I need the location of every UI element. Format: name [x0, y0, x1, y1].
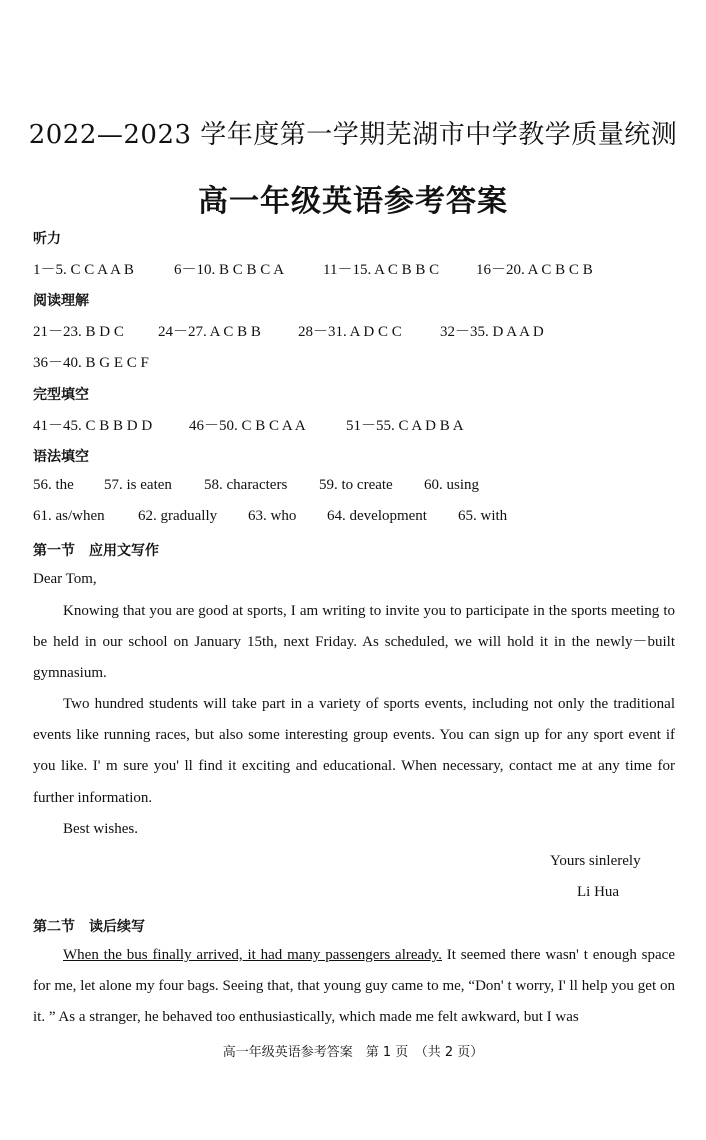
continuation-text: It seemed there wasn' t enough space for me, let alone my four bags. Seeing that, that young guy came to me, “Don' t worry, I' ll help you get on it. ” As a stranger, he behaved too enthusiastically, which made me felt awkward, but I was [33, 947, 675, 1026]
document-subtitle: 高一年级英语参考答案 [198, 184, 508, 219]
letter-signature-name: Li Hua [577, 884, 620, 900]
answer-group: 36－40. B G E C F [33, 355, 149, 371]
letter-closing: Best wishes. [63, 821, 138, 837]
answer-group: 1－5. C C A A B [33, 262, 134, 278]
answer-group: 62. gradually [138, 508, 218, 524]
answer-group: 57. is eaten [104, 477, 172, 493]
answer-group: 61. as/when [33, 508, 105, 524]
answer-group: 58. characters [204, 477, 288, 493]
letter-paragraph-2: Two hundred students will take part in a variety of sports events, including not only the traditional events like running races, but also some interesting group events. You can sign up for any sport event if you like. I' m sure you' ll find it exciting and educational. When necessary, contact me at any time for further information. [33, 696, 675, 806]
answer-group: 59. to create [319, 477, 393, 493]
answer-group: 24－27. A C B B [158, 324, 261, 340]
document-title: 2022—2023 学年度第一学期芜湖市中学教学质量统测 [28, 120, 678, 150]
section-heading-writing-2: 第二节 读后续写 [33, 919, 145, 935]
answer-group: 56. the [33, 477, 74, 493]
answer-group: 65. with [458, 508, 508, 524]
letter-paragraph-1: Knowing that you are good at sports, I am writing to invite you to participate in the sports meeting to be held in our school on January 15th, next Friday. As scheduled, we will hold it in the newly－built gymnasium. [33, 603, 675, 682]
page-footer: 高一年级英语参考答案 第 1 页 （共 2 页） [222, 1045, 484, 1060]
section-heading-cloze: 完型填空 [33, 387, 89, 403]
section-heading-reading: 阅读理解 [33, 293, 89, 309]
continuation-paragraph [33, 940, 675, 1034]
answer-group: 41－45. C B B D D [33, 418, 153, 434]
answer-group: 11－15. A C B B C [323, 262, 440, 278]
answer-group: 63. who [248, 508, 297, 524]
salutation-text: Dear Tom, [33, 571, 97, 587]
answer-group: 51－55. C A D B A [346, 418, 464, 434]
underlined-opening-sentence: When the bus finally arrived, it had many passengers already. [63, 947, 442, 963]
answer-group: 16－20. A C B C B [476, 262, 593, 278]
answer-group: 46－50. C B C A A [189, 418, 306, 434]
section-heading-listening: 听力 [33, 231, 61, 247]
section-heading-grammar: 语法填空 [33, 449, 89, 465]
letter-signoff: Yours sinlerely [550, 853, 641, 869]
answer-group: 64. development [327, 508, 427, 524]
answer-group: 60. using [424, 477, 480, 493]
answer-group: 32－35. D A A D [440, 324, 544, 340]
answer-group: 6－10. B C B C A [174, 262, 285, 278]
section-heading-writing-1: 第一节 应用文写作 [33, 543, 159, 559]
answer-group: 28－31. A D C C [298, 324, 402, 340]
answer-group: 21－23. B D C [33, 324, 124, 340]
